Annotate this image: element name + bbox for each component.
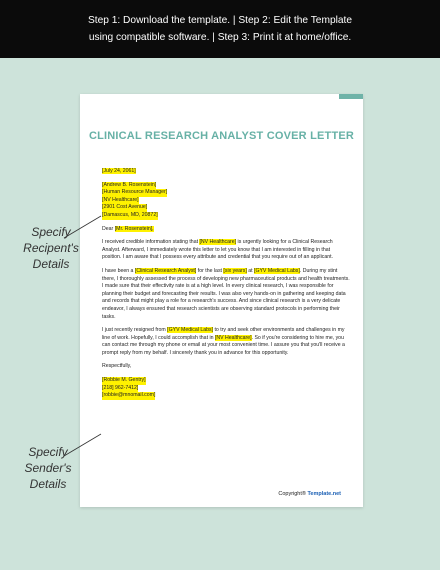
p3-text-a: I just recently resigned from xyxy=(102,327,168,334)
sender-name: [Robbie M. Gentry] xyxy=(102,377,146,384)
banner-line-1: Step 1: Download the template. | Step 2: Edit the Template xyxy=(87,15,353,26)
p1-highlight-1: [NV Healthcare] xyxy=(199,239,237,246)
p1-text-b: is urgently looking for a Clinical Research Analyst. Afterward, I immediately wrote this letter to let you know that I am interested in filling in that position. I am aware that I possess every attribute and credential that you require out of an applicant. xyxy=(102,239,333,261)
p2-text-a: I have been a xyxy=(102,267,135,274)
recipient-callout-line xyxy=(64,216,101,238)
recipient-title: [Human Resource Manager] xyxy=(102,189,168,196)
p2-text-b: for the last xyxy=(196,267,224,274)
recipient-street: [2901 Cost Avenue] xyxy=(102,204,148,211)
sender-callout-line xyxy=(64,434,101,456)
recipient-note-line-2: Recipent's xyxy=(23,241,79,255)
banner-line-2: using compatible software. | Step 3: Print it at home/office. xyxy=(88,32,352,43)
p3-text-b: to try and seek other environments and challenges in my line of work. Hopefully, I could accomplish that in xyxy=(102,327,345,341)
salutation-prefix: Dear xyxy=(102,225,115,232)
closing: Respectfully, xyxy=(102,363,132,370)
template-link[interactable]: Template.net xyxy=(307,491,341,497)
p2-highlight-3: [GYV Medical Labs] xyxy=(254,267,300,274)
sender-note-line-1: Specify xyxy=(28,445,68,459)
salutation-name: [Mr. Rosenstein], xyxy=(114,225,154,232)
document-title: CLINICAL RESEARCH ANALYST COVER LETTER xyxy=(88,130,355,142)
p2-highlight-2: [six years] xyxy=(223,267,247,274)
p3-highlight-2: [NV Healthcare] xyxy=(214,334,252,341)
p1-text-a: I received credible information stating that xyxy=(102,239,200,246)
p3-highlight-1: [GYV Medical Labs] xyxy=(167,327,214,334)
p2-text-c: at xyxy=(246,267,254,274)
sender-email: [robbie@mnomail.com] xyxy=(102,392,156,399)
p3-text-c: . So if you're considering to hire me, you can contact me through my phone or email at your most convenient time. I assure you that you'll receive a prompt reply from my behalf. I sincerely thank you in advance for this opportunity. xyxy=(102,334,345,356)
sender-phone: [218] 962-7412] xyxy=(102,384,139,391)
sender-note-line-3: Details xyxy=(29,477,67,491)
p2-highlight-1: [Clinical Research Analyst] xyxy=(134,267,197,274)
recipient-city: [Damascus, MD, 20872] xyxy=(102,211,158,218)
copyright-text: Copyright® xyxy=(278,491,308,497)
letter-date: [July 24, 2061] xyxy=(102,168,136,174)
recipient-note-line-3: Details xyxy=(32,257,70,271)
recipient-company: [NV Healthcare] xyxy=(102,196,139,203)
recipient-note-line-1: Specify xyxy=(31,225,71,239)
p2-text-d: . During my stint there, I thoroughly assessed the process of developing new pharmaceutical products and health treatments. I made sure that their effectivity rate is at a high level. In every clinical research, I was responsible for planning their budget and forecasting their results. I was also very hands-on in gathering and keeping data and records that might play a role for a research's success. And since clinical research is a very delicate endeavor, I always ensured that research scientists are observing standard protocols in performing their tasks. xyxy=(102,267,350,320)
recipient-name: [Andrew B. Rosenstein] xyxy=(102,181,157,188)
sender-note-line-2: Sender's xyxy=(24,461,72,475)
